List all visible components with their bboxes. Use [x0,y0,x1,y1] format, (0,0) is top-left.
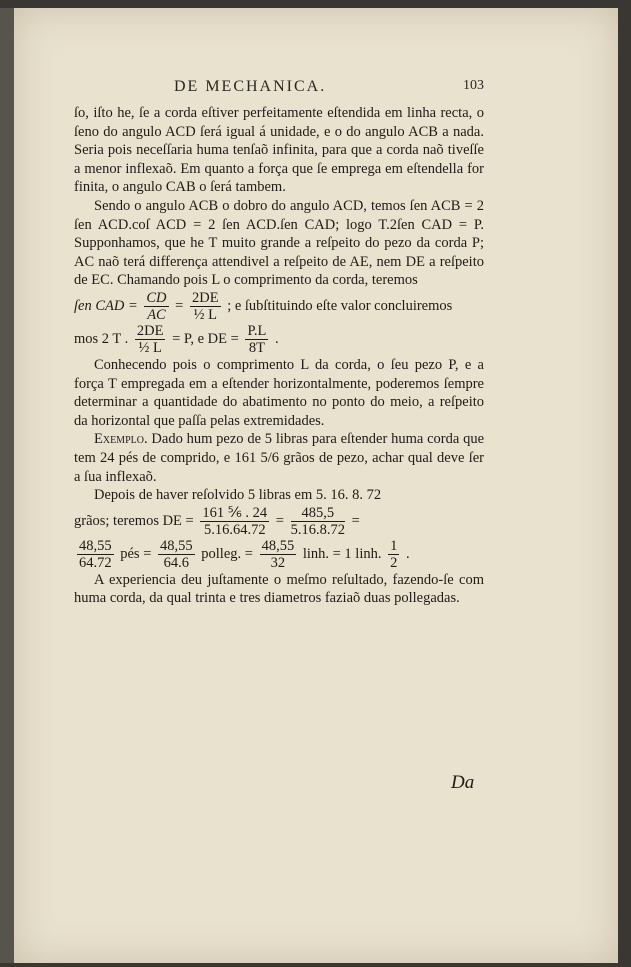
fraction: $\frac{CD}{AC}$ [146,289,167,323]
page-number: 103 [463,78,484,93]
paragraph-6: A experiencia deu juſtamente o meſmo reſultado, fazendo-ſe com huma corda, da qual trinta e tres diametros faziaõ duas pollegadas. [74,571,484,607]
paragraph-2: Sendo o angulo ACB o dobro do angulo ACD, temos ſen ACB = 2 ſen ACD.coſ ACD = 2 ſen ACD.ſen CAD; logo T.2ſen CAD = P. Supponhamos, que he T muito grande a reſpeito do pezo da corda P; AC naõ terá differença attendivel a reſpeito de AE, nem DE a reſpeito de EC. Chamando pois L o comprimento da corda, teremos [74,197,484,289]
fraction: $\frac{1}{2}$ [390,537,398,571]
fraction: $\frac{2DE}{\text{½ L}}$ [191,289,219,323]
paragraph-1: ſo, iſto he, ſe a corda eſtiver perfeitamente eſtendida em linha recta, o ſeno do angulo ACD ſerá igual á unidade, e o do angulo ACB a nada. Seria pois neceſſaria huma tenſaõ infinita, para que a corda naõ tiveſſe a menor inflexaõ. Em quanto a força que ſe emprega em eſtendella for finita, o angulo CAB o ſerá tambem. [74,105,484,196]
paragraph-example: Exemplo. Dado hum pezo de 5 libras para eſtender huma corda que tem 24 pés de comprido, e 161 5/6 grãos de pezo, achar qual deve ſer a ſua inflexaõ. [74,431,485,485]
fraction: $\frac{\text{161 ⅚ . 24}}{5.16.64.72}$ [202,504,268,538]
page-header [174,78,484,98]
fraction: $\frac{48,55}{64.6}$ [160,537,193,571]
catchword: Da [451,772,475,793]
fraction: $\frac{48,55}{64.72}$ [79,537,112,571]
fraction: $\frac{P.L}{8T}$ [247,322,267,356]
fraction: $\frac{2DE}{\text{½ L}}$ [136,322,164,356]
paragraph-3: Conhecendo pois o comprimento L da corda, o ſeu pezo P, e a força T empregada em a eſtender horizontalmente, poderemos ſempre determinar a quantidade do abatimento no ponto do meio, a reſpeito da horizontal que paſſa pelas extremidades. [74,356,484,429]
fraction: $\frac{48,55}{32}$ [261,537,295,571]
formula-sen-cad: ſen CAD = $\frac{CD}{AC}$ = $\frac{2DE}{\text{½ L}}$ ; e ſubſtituindo eſte valor concluiremos [74,289,453,323]
formula-result: $\frac{48,55}{64.72}$ pés = $\frac{48,55}{64.6}$ polleg. = $\frac{48,55}{32}$ linh. = 1 linh. $\frac{1}{2}$ . [79,537,410,571]
body-text [74,104,484,608]
formula-de: mos 2 T . $\frac{2DE}{\text{½ L}}$ = P, e DE = $\frac{P.L}{8T}$ . [74,322,279,356]
paragraph-5: Depois de haver reſolvido 5 libras em 5. 16. 8. 72 [94,487,382,504]
fraction: $\frac{485,5}{5.16.8.72}$ [290,504,345,538]
example-label: Exemplo. [94,431,148,448]
formula-grains: grãos; teremos DE = $\frac{\text{161 ⅚ . 24}}{5.16.64.72}$ = $\frac{485,5}{5.16.8.72}$ = [74,504,360,538]
running-title: DE MECHANICA. [174,78,327,95]
book-edge [0,8,14,963]
